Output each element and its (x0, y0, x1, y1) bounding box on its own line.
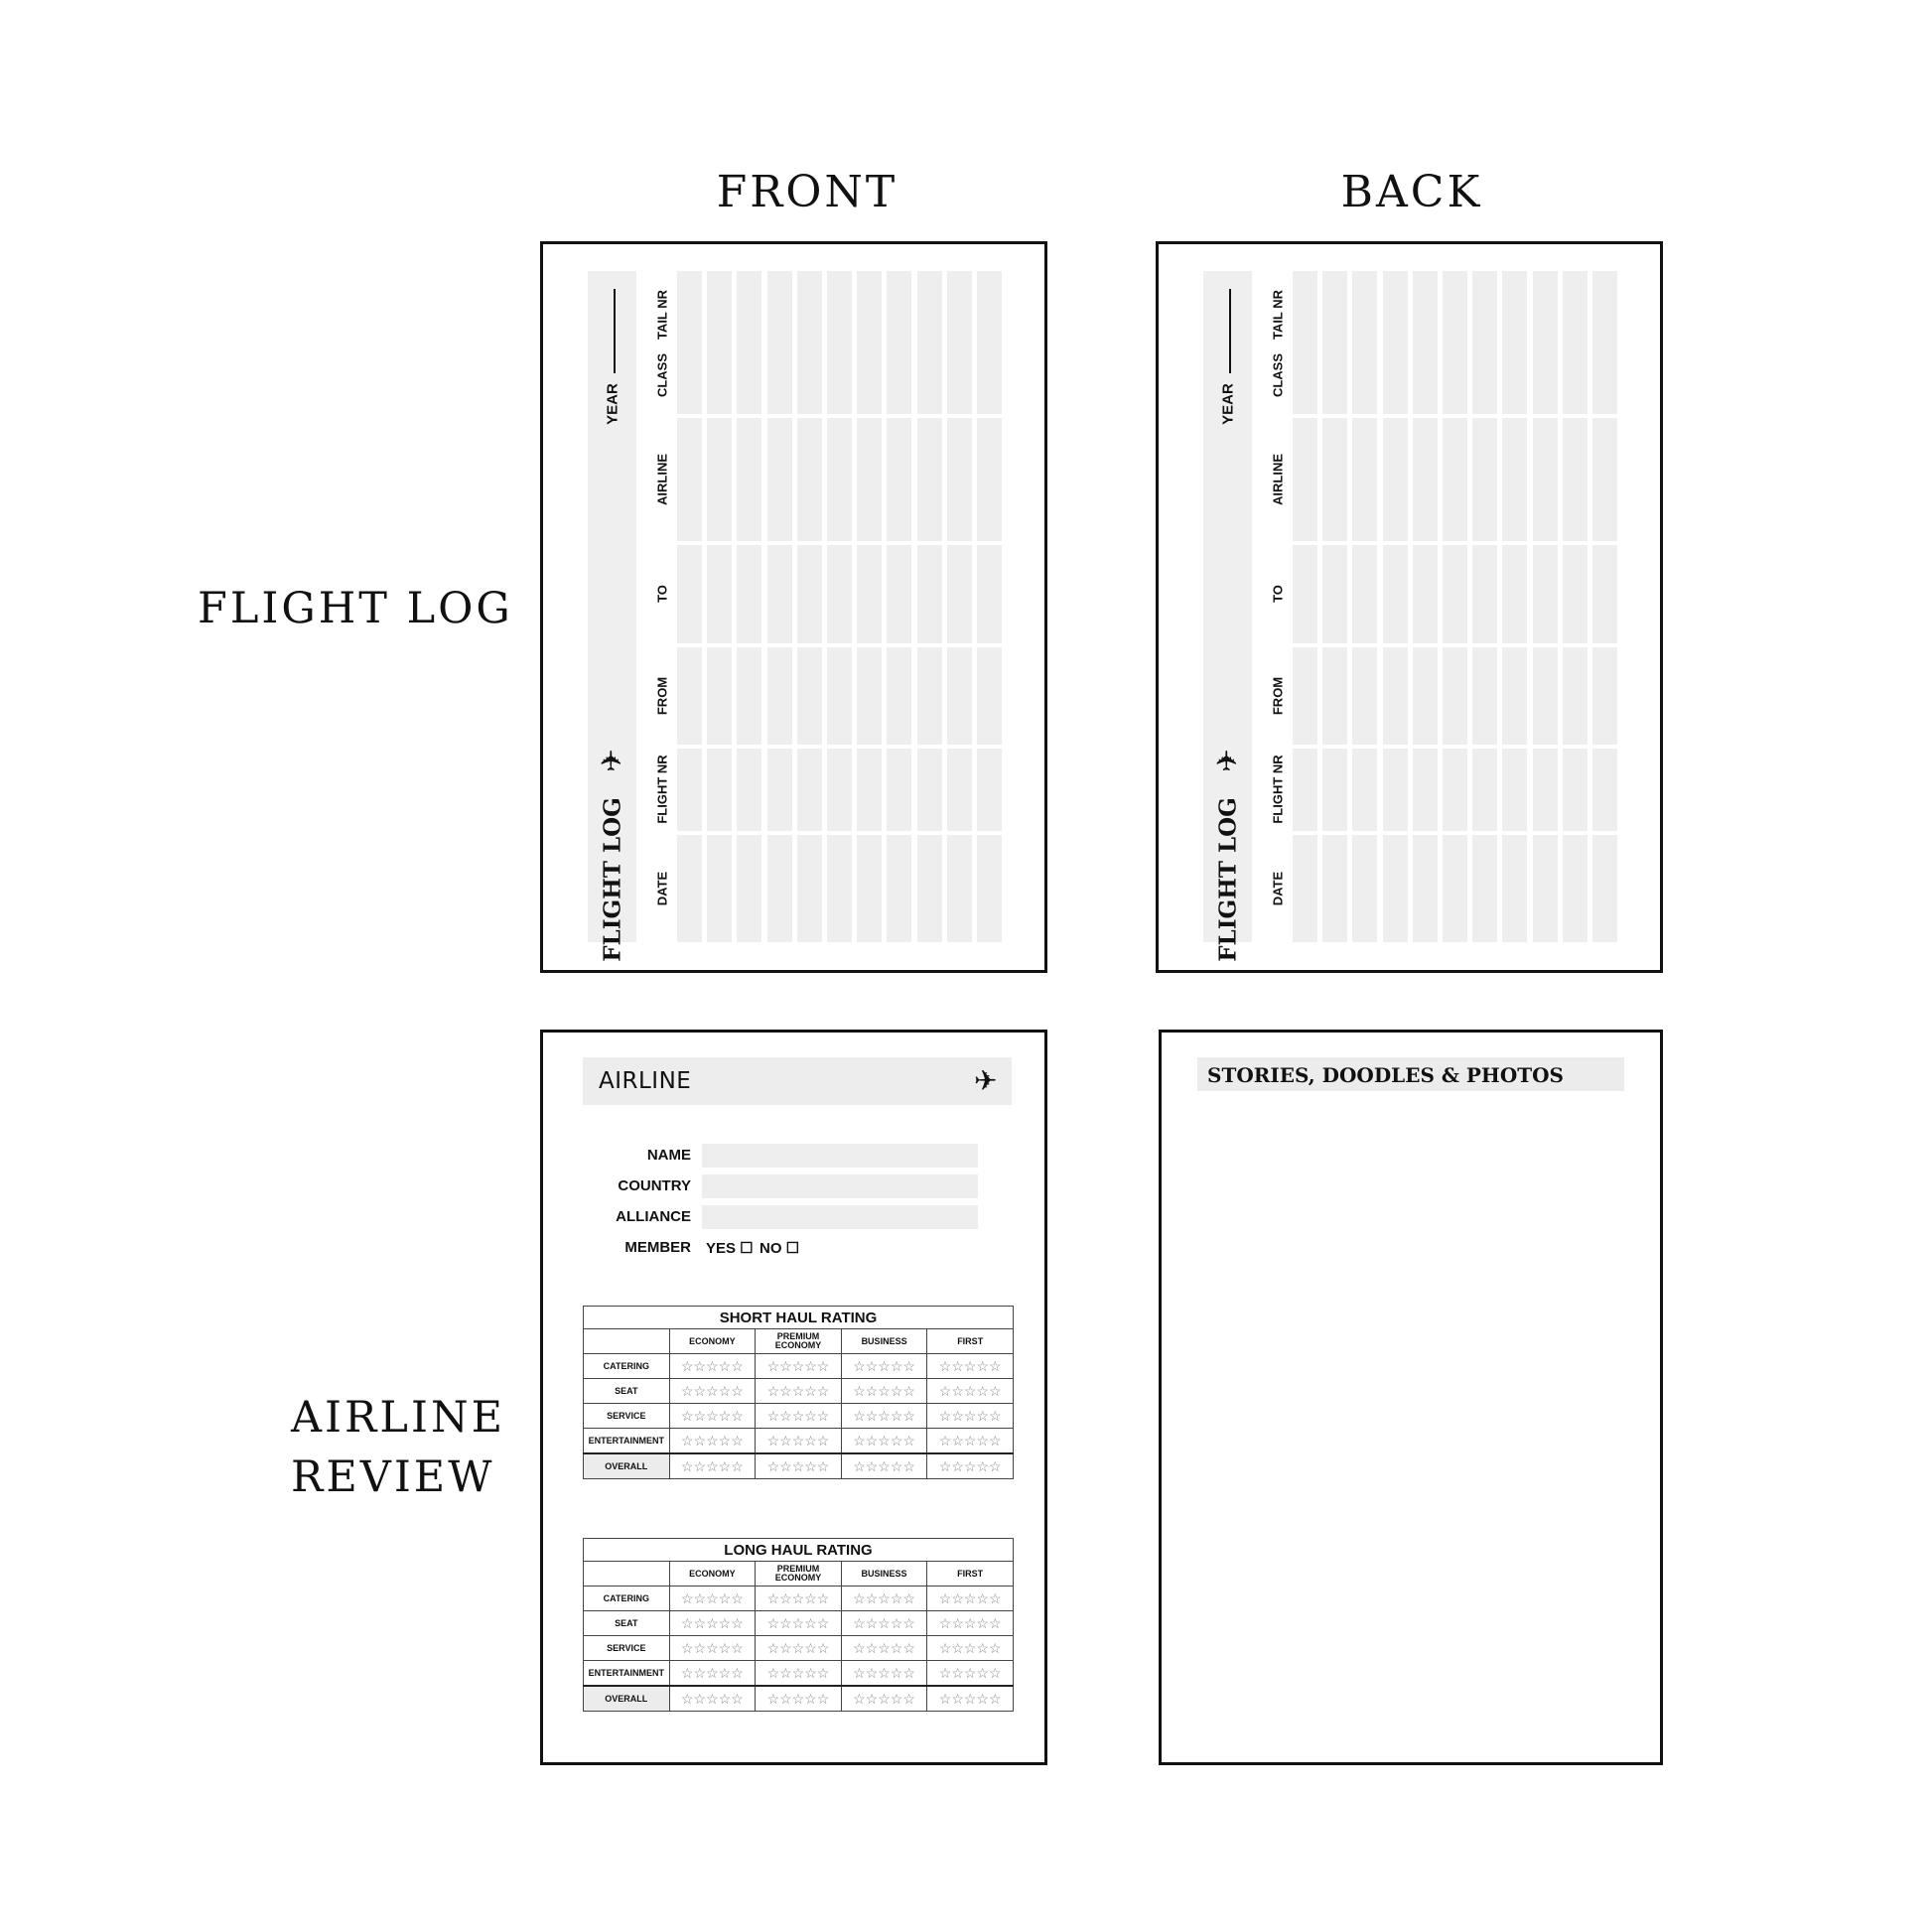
airline-review-page (540, 1030, 1047, 1765)
flight-log-cell[interactable] (1563, 418, 1587, 541)
flight-log-cell[interactable] (707, 835, 732, 942)
flight-log-cell[interactable] (677, 545, 702, 643)
flight-log-cell[interactable] (917, 647, 942, 745)
flight-log-cell[interactable] (797, 337, 822, 414)
rating-row (584, 1429, 1014, 1454)
long-haul-rating-table (583, 1538, 1014, 1712)
flight-log-cell[interactable] (797, 835, 822, 942)
flight-log-cell[interactable] (767, 337, 792, 414)
star-rating[interactable]: ☆☆☆☆☆ (841, 1354, 927, 1379)
flight-log-cell[interactable] (1352, 749, 1377, 831)
flight-log-cell[interactable] (707, 418, 732, 541)
flight-log-cell[interactable] (707, 545, 732, 643)
star-rating[interactable]: ☆☆☆☆☆ (927, 1636, 1014, 1661)
flight-log-cell[interactable] (1533, 749, 1558, 831)
member-label: MEMBER (624, 1239, 691, 1256)
flight-log-cell[interactable] (1413, 647, 1438, 745)
flight-log-cell[interactable] (977, 337, 1002, 414)
rating-row (584, 1453, 1014, 1479)
star-rating[interactable]: ☆☆☆☆☆ (927, 1453, 1014, 1479)
flight-log-cell[interactable] (1383, 545, 1408, 643)
rating-row (584, 1587, 1014, 1611)
flight-log-cell[interactable] (767, 749, 792, 831)
rating-column-header: FIRST (927, 1329, 1014, 1354)
airline-review-row-title-line1: AIRLINE (291, 1393, 505, 1443)
rating-table-corner (584, 1329, 670, 1354)
flight-log-cell[interactable] (677, 418, 702, 541)
star-rating[interactable]: ☆☆☆☆☆ (669, 1404, 756, 1429)
flight-log-cell[interactable] (1413, 835, 1438, 942)
rating-column-header: FIRST (927, 1562, 1014, 1587)
flight-log-cell[interactable] (917, 835, 942, 942)
stories-header-label: STORIES, DOODLES & PHOTOS (1207, 1063, 1564, 1087)
flight-log-cell[interactable] (977, 418, 1002, 541)
flight-log-cell[interactable] (1472, 835, 1497, 942)
flight-log-cell[interactable] (1592, 835, 1617, 942)
flight-log-cell[interactable] (887, 545, 911, 643)
flight-log-cell[interactable] (797, 545, 822, 643)
star-rating[interactable]: ☆☆☆☆☆ (841, 1611, 927, 1636)
flight-log-cell[interactable] (1472, 749, 1497, 831)
flight-log-cell[interactable] (1563, 545, 1587, 643)
flight-log-cell[interactable] (707, 337, 732, 414)
column-header-date: DATE (1270, 871, 1286, 906)
alliance-label: ALLIANCE (616, 1208, 691, 1225)
flight-log-cell[interactable] (1322, 835, 1347, 942)
rating-table-corner (584, 1562, 670, 1587)
flight-log-cell[interactable] (1502, 749, 1527, 831)
flight-log-cell[interactable] (1563, 337, 1587, 414)
flight-log-cell[interactable] (917, 545, 942, 643)
column-header-flight-nr: FLIGHT NR (1270, 755, 1286, 824)
year-underline[interactable] (1229, 289, 1231, 373)
name-label: NAME (646, 1147, 691, 1164)
flight-log-cell[interactable] (977, 545, 1002, 643)
flight-log-cell[interactable] (1293, 545, 1317, 643)
rating-column-header: PREMIUM ECONOMY (756, 1562, 842, 1587)
flight-log-cell[interactable] (1352, 545, 1377, 643)
flight-log-cell[interactable] (1533, 647, 1558, 745)
star-rating[interactable]: ☆☆☆☆☆ (669, 1686, 756, 1712)
column-header-flight-nr: FLIGHT NR (654, 755, 670, 824)
airplane-icon: ✈ (596, 749, 627, 772)
flight-log-cell[interactable] (1592, 337, 1617, 414)
flight-log-cell[interactable] (947, 545, 972, 643)
rating-column-header: ECONOMY (669, 1562, 756, 1587)
flight-log-cell[interactable] (1443, 337, 1467, 414)
flight-log-cell[interactable] (1352, 647, 1377, 745)
year-label: YEAR (604, 383, 621, 425)
star-rating[interactable]: ☆☆☆☆☆ (927, 1404, 1014, 1429)
rating-row-label: CATERING (584, 1354, 670, 1379)
flight-log-cell[interactable] (1533, 545, 1558, 643)
rating-column-header: PREMIUM ECONOMY (756, 1329, 842, 1354)
flight-log-cell[interactable] (1592, 545, 1617, 643)
flight-log-cell[interactable] (767, 647, 792, 745)
flight-log-cell[interactable] (1563, 835, 1587, 942)
star-rating[interactable]: ☆☆☆☆☆ (927, 1587, 1014, 1611)
column-header-to: TO (654, 585, 670, 603)
column-header-class: CLASS (654, 352, 670, 398)
flight-log-cell[interactable] (1322, 337, 1347, 414)
airplane-icon: ✈ (1211, 749, 1243, 772)
star-rating[interactable]: ☆☆☆☆☆ (669, 1354, 756, 1379)
flight-log-cell[interactable] (917, 337, 942, 414)
flight-log-cell[interactable] (1383, 647, 1408, 745)
star-rating[interactable]: ☆☆☆☆☆ (669, 1636, 756, 1661)
flight-log-cell[interactable] (1472, 418, 1497, 541)
flight-log-cell[interactable] (827, 749, 852, 831)
flight-log-cell[interactable] (737, 418, 761, 541)
flight-log-title: FLIGHT LOG (1214, 797, 1242, 962)
column-header-from: FROM (654, 676, 670, 716)
flight-log-cell[interactable] (1533, 418, 1558, 541)
flight-log-page-front (540, 241, 1047, 973)
star-rating[interactable]: ☆☆☆☆☆ (756, 1354, 842, 1379)
flight-log-cell[interactable] (917, 749, 942, 831)
flight-log-cell[interactable] (1322, 418, 1347, 541)
flight-log-cell[interactable] (947, 835, 972, 942)
flight-log-cell[interactable] (857, 749, 882, 831)
airline-review-row-title-line2: REVIEW (291, 1452, 495, 1502)
flight-log-cell[interactable] (947, 647, 972, 745)
flight-log-cell[interactable] (1383, 749, 1408, 831)
flight-log-cell[interactable] (1413, 545, 1438, 643)
flight-log-cell[interactable] (887, 337, 911, 414)
flight-log-cell[interactable] (947, 337, 972, 414)
rating-row-label: SERVICE (584, 1404, 670, 1429)
column-header-tail-nr: TAIL NR (1270, 289, 1286, 341)
flight-log-page-back (1156, 241, 1663, 973)
rating-row (584, 1611, 1014, 1636)
flight-log-cell[interactable] (1472, 337, 1497, 414)
flight-log-cell[interactable] (677, 647, 702, 745)
column-header-airline: AIRLINE (1270, 454, 1286, 505)
star-rating[interactable]: ☆☆☆☆☆ (756, 1379, 842, 1404)
flight-log-cell[interactable] (737, 749, 761, 831)
rating-row-label: ENTERTAINMENT (584, 1429, 670, 1454)
flight-log-cell[interactable] (1383, 418, 1408, 541)
flight-log-title: FLIGHT LOG (599, 797, 626, 962)
flight-log-cell[interactable] (857, 647, 882, 745)
column-header-to: TO (1270, 585, 1286, 603)
flight-log-cell[interactable] (977, 835, 1002, 942)
star-rating[interactable]: ☆☆☆☆☆ (756, 1429, 842, 1454)
country-field[interactable] (702, 1174, 978, 1198)
star-rating[interactable]: ☆☆☆☆☆ (841, 1379, 927, 1404)
flight-log-cell[interactable] (1352, 418, 1377, 541)
back-column-title: BACK (1340, 167, 1483, 217)
flight-log-cell[interactable] (1293, 647, 1317, 745)
member-yes-checkbox[interactable]: YES ☐ (706, 1240, 754, 1257)
star-rating[interactable]: ☆☆☆☆☆ (756, 1453, 842, 1479)
short-haul-rating-table (583, 1306, 1014, 1479)
star-rating[interactable]: ☆☆☆☆☆ (756, 1661, 842, 1687)
flight-log-cell[interactable] (1443, 418, 1467, 541)
flight-log-cell[interactable] (827, 337, 852, 414)
star-rating[interactable]: ☆☆☆☆☆ (669, 1453, 756, 1479)
star-rating[interactable]: ☆☆☆☆☆ (669, 1611, 756, 1636)
flight-log-cell[interactable] (947, 749, 972, 831)
flight-log-cell[interactable] (677, 835, 702, 942)
flight-log-row-title: FLIGHT LOG (198, 584, 513, 633)
star-rating[interactable]: ☆☆☆☆☆ (841, 1587, 927, 1611)
flight-log-cell[interactable] (767, 835, 792, 942)
flight-log-cell[interactable] (737, 647, 761, 745)
stories-page (1159, 1030, 1663, 1765)
flight-log-cell[interactable] (857, 545, 882, 643)
rating-table-title: LONG HAUL RATING (584, 1539, 1014, 1562)
flight-log-cell[interactable] (1322, 749, 1347, 831)
flight-log-cell[interactable] (1502, 337, 1527, 414)
column-header-class: CLASS (1270, 352, 1286, 398)
flight-log-cell[interactable] (977, 647, 1002, 745)
star-rating[interactable]: ☆☆☆☆☆ (756, 1611, 842, 1636)
rating-row (584, 1354, 1014, 1379)
country-label: COUNTRY (618, 1177, 691, 1194)
star-rating[interactable]: ☆☆☆☆☆ (841, 1636, 927, 1661)
flight-log-cell[interactable] (767, 545, 792, 643)
flight-log-cell[interactable] (737, 337, 761, 414)
star-rating[interactable]: ☆☆☆☆☆ (669, 1587, 756, 1611)
rating-column-header: BUSINESS (841, 1562, 927, 1587)
rating-table-title: SHORT HAUL RATING (584, 1307, 1014, 1329)
rating-row (584, 1686, 1014, 1712)
flight-log-cell[interactable] (707, 647, 732, 745)
flight-log-cell[interactable] (887, 418, 911, 541)
flight-log-cell[interactable] (1472, 647, 1497, 745)
flight-log-cell[interactable] (1293, 337, 1317, 414)
rating-column-header: BUSINESS (841, 1329, 927, 1354)
year-underline[interactable] (614, 289, 616, 373)
flight-log-cell[interactable] (827, 835, 852, 942)
flight-log-cell[interactable] (677, 337, 702, 414)
flight-log-cell[interactable] (1383, 337, 1408, 414)
column-header-tail-nr: TAIL NR (654, 289, 670, 341)
flight-log-cell[interactable] (1502, 418, 1527, 541)
flight-log-cell[interactable] (1293, 749, 1317, 831)
flight-log-cell[interactable] (737, 545, 761, 643)
flight-log-cell[interactable] (1352, 835, 1377, 942)
rating-row-label: OVERALL (584, 1686, 670, 1712)
rating-column-header: ECONOMY (669, 1329, 756, 1354)
flight-log-cell[interactable] (1502, 647, 1527, 745)
flight-log-cell[interactable] (1443, 545, 1467, 643)
rating-row (584, 1661, 1014, 1687)
flight-log-cell[interactable] (977, 749, 1002, 831)
star-rating[interactable]: ☆☆☆☆☆ (927, 1379, 1014, 1404)
flight-log-cell[interactable] (1413, 337, 1438, 414)
star-rating[interactable]: ☆☆☆☆☆ (927, 1611, 1014, 1636)
flight-log-cell[interactable] (887, 647, 911, 745)
flight-log-cell[interactable] (1413, 418, 1438, 541)
flight-log-cell[interactable] (857, 337, 882, 414)
column-header-date: DATE (654, 871, 670, 906)
flight-log-cell[interactable] (1293, 418, 1317, 541)
rating-row-label: CATERING (584, 1587, 670, 1611)
year-label: YEAR (1219, 383, 1237, 425)
flight-log-cell[interactable] (827, 647, 852, 745)
flight-log-cell[interactable] (1592, 647, 1617, 745)
flight-log-cell[interactable] (887, 835, 911, 942)
flight-log-cell[interactable] (1413, 749, 1438, 831)
flight-log-cell[interactable] (947, 418, 972, 541)
flight-log-cell[interactable] (797, 749, 822, 831)
star-rating[interactable]: ☆☆☆☆☆ (841, 1686, 927, 1712)
flight-log-cell[interactable] (917, 418, 942, 541)
flight-log-cell[interactable] (1502, 545, 1527, 643)
rating-row (584, 1404, 1014, 1429)
flight-log-cell[interactable] (677, 749, 702, 831)
flight-log-cell[interactable] (1322, 647, 1347, 745)
rating-row-label: SEAT (584, 1379, 670, 1404)
star-rating[interactable]: ☆☆☆☆☆ (841, 1453, 927, 1479)
flight-log-cell[interactable] (857, 835, 882, 942)
flight-log-cell[interactable] (827, 545, 852, 643)
stories-header (1197, 1057, 1624, 1091)
flight-log-cell[interactable] (797, 418, 822, 541)
name-field[interactable] (702, 1144, 978, 1168)
column-header-from: FROM (1270, 676, 1286, 716)
flight-log-cell[interactable] (1533, 835, 1558, 942)
flight-log-cell[interactable] (1293, 835, 1317, 942)
member-no-checkbox[interactable]: NO ☐ (759, 1240, 800, 1257)
airline-header (583, 1057, 1012, 1105)
flight-log-cell[interactable] (1443, 647, 1467, 745)
rating-row-label: SEAT (584, 1611, 670, 1636)
star-rating[interactable]: ☆☆☆☆☆ (669, 1429, 756, 1454)
star-rating[interactable]: ☆☆☆☆☆ (841, 1404, 927, 1429)
flight-log-cell[interactable] (1443, 835, 1467, 942)
star-rating[interactable]: ☆☆☆☆☆ (841, 1429, 927, 1454)
flight-log-cell[interactable] (857, 418, 882, 541)
rating-row (584, 1379, 1014, 1404)
rating-row-label: OVERALL (584, 1453, 670, 1479)
front-column-title: FRONT (716, 167, 898, 217)
flight-log-cell[interactable] (1563, 647, 1587, 745)
flight-log-cell[interactable] (1502, 835, 1527, 942)
star-rating[interactable]: ☆☆☆☆☆ (927, 1661, 1014, 1687)
rating-row (584, 1636, 1014, 1661)
airline-header-label: AIRLINE (599, 1068, 692, 1094)
flight-log-cell[interactable] (1472, 545, 1497, 643)
star-rating[interactable]: ☆☆☆☆☆ (927, 1354, 1014, 1379)
rating-row-label: ENTERTAINMENT (584, 1661, 670, 1687)
flight-log-cell[interactable] (767, 418, 792, 541)
flight-log-cell[interactable] (737, 835, 761, 942)
flight-log-cell[interactable] (1443, 749, 1467, 831)
star-rating[interactable]: ☆☆☆☆☆ (927, 1429, 1014, 1454)
star-rating[interactable]: ☆☆☆☆☆ (756, 1686, 842, 1712)
star-rating[interactable]: ☆☆☆☆☆ (756, 1636, 842, 1661)
alliance-field[interactable] (702, 1205, 978, 1229)
column-header-airline: AIRLINE (654, 454, 670, 505)
star-rating[interactable]: ☆☆☆☆☆ (927, 1686, 1014, 1712)
flight-log-cell[interactable] (1352, 337, 1377, 414)
flight-log-cell[interactable] (797, 647, 822, 745)
flight-log-cell[interactable] (1592, 418, 1617, 541)
flight-log-cell[interactable] (707, 749, 732, 831)
rating-row-label: SERVICE (584, 1636, 670, 1661)
star-rating[interactable]: ☆☆☆☆☆ (756, 1404, 842, 1429)
flight-log-cell[interactable] (1322, 545, 1347, 643)
flight-log-cell[interactable] (1383, 835, 1408, 942)
flight-log-cell[interactable] (827, 418, 852, 541)
star-rating[interactable]: ☆☆☆☆☆ (669, 1379, 756, 1404)
flight-log-cell[interactable] (1533, 337, 1558, 414)
airplane-icon: ✈ (974, 1065, 998, 1096)
flight-log-cell[interactable] (1563, 749, 1587, 831)
flight-log-cell[interactable] (1592, 749, 1617, 831)
flight-log-cell[interactable] (887, 749, 911, 831)
star-rating[interactable]: ☆☆☆☆☆ (841, 1661, 927, 1687)
star-rating[interactable]: ☆☆☆☆☆ (756, 1587, 842, 1611)
star-rating[interactable]: ☆☆☆☆☆ (669, 1661, 756, 1687)
